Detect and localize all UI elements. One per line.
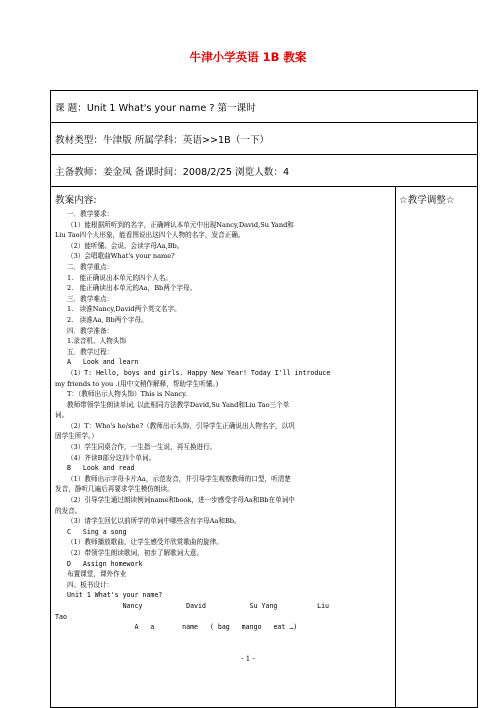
document-title: 牛津小学英语 1B 教案	[189, 50, 307, 64]
body-line: （2）带领学生朗读歌词，初步了解歌词大意。	[67, 549, 204, 557]
material-type-line: 教材类型：牛津版 所属学科：英语>>1B（一下）	[51, 123, 478, 155]
body-line: （1）T: Hello, boys and girls. Happy New Year! Today I'll introduce	[67, 368, 331, 377]
body-line: Unit 1 What's your name?	[67, 591, 163, 600]
type-row	[51, 123, 478, 155]
subject-line: 课 题：Unit 1 What's your name ? 第一课时	[51, 91, 478, 123]
body-line: Liu Tao四个人形象，能看图说出这四个人物的名字，发音正确。	[55, 231, 245, 240]
subject-row	[51, 91, 478, 123]
body-line: 1. 读准Nancy,David两个英文名字。	[67, 305, 181, 314]
lesson-body	[51, 206, 395, 637]
body-line: Tao	[55, 612, 67, 621]
body-line: （2）T：Who's he/she?（教师出示头饰，引导学生正确说出人物名字，以巩	[67, 421, 295, 430]
body-line: C Sing a song	[67, 527, 127, 536]
body-line: 四．教学准备：	[67, 326, 114, 335]
teacher-line: 主备教师：姜金凤 备课时间：2008/2/25 浏览人数：4	[51, 155, 478, 187]
body-line: 布置课堂，课外作业	[67, 570, 127, 579]
adjustment-label: ☆教学调整☆	[399, 195, 455, 206]
body-line: 教师带领学生朗读单词, 以此相同方法教学David,Su Yand和Liu Tao三个单	[67, 400, 290, 409]
body-line: 一．教学要求：	[67, 210, 114, 218]
page-number: - 1 -	[241, 655, 255, 663]
body-line: （3）学生同桌合作，一生指一生说，再互换进行。	[67, 443, 217, 452]
body-line: 的发音。	[55, 506, 82, 515]
body-line: D Assign homework	[67, 559, 143, 568]
body-line: my friends to you .(用中文稍作解释，帮助学生听懂。)	[55, 379, 219, 388]
body-line: （2）能听懂、会说、会读字母Aa,Bb。	[67, 241, 184, 250]
body-line: 2. 读准Aa, Bb两个字母。	[67, 315, 148, 324]
body-line: 词。	[55, 411, 69, 420]
body-line: 四、板书设计：	[67, 580, 114, 589]
body-line: 二．教学重点：	[67, 262, 114, 271]
content-row	[51, 187, 478, 708]
lesson-plan-table	[50, 90, 478, 708]
body-line: A a name ( bag mango eat …)	[67, 623, 298, 632]
body-line: （3）会唱歌曲What's your name?	[67, 252, 175, 261]
body-line: A Look and learn	[67, 358, 139, 367]
body-line: （1）教师播放歌曲，让学生感受并欣赏歌曲的旋律。	[67, 538, 223, 547]
body-line: 发音，静听几遍后再要求学生模仿朗读。	[55, 485, 174, 494]
content-label: 教案内容:	[55, 195, 97, 206]
teacher-row	[51, 155, 478, 187]
body-line: B Look and read	[67, 464, 135, 473]
body-line: 1.录音机、人物头饰	[67, 337, 127, 346]
body-line: （1）能根据所听到的名字，正确辨认本单元中出现Nancy,David,Su Yand和	[67, 220, 294, 229]
body-line: （1）教师出示字母卡片Aa，示范发音，并引导学生观察教师的口型，听清楚	[67, 474, 291, 483]
body-line: T：（教师出示人物头饰）This is Nancy.	[67, 390, 188, 399]
body-line: 固学生所学。）	[55, 432, 98, 441]
adjust-cell	[396, 187, 478, 708]
content-cell	[51, 187, 396, 708]
body-line: （2）引导学生通过朗读例词name和book，进一步感受字母Aa和Bb在单词中	[67, 496, 295, 505]
body-line: 2. 能正确读出本单元的Aa，Bb两个字母。	[67, 284, 197, 293]
body-line: 1. 能正确说出本单元的四个人名。	[67, 273, 172, 282]
body-line: （3）请学生回忆以前所学的单词中哪些含有字母Aa和Bb。	[67, 517, 241, 526]
body-line: Nancy David Su Yang Liu	[67, 601, 330, 610]
body-line: 五．教学过程：	[67, 347, 114, 356]
body-line: （4）齐读B部分这四个单词。	[67, 453, 156, 462]
body-line: 三．教学难点：	[67, 294, 114, 303]
